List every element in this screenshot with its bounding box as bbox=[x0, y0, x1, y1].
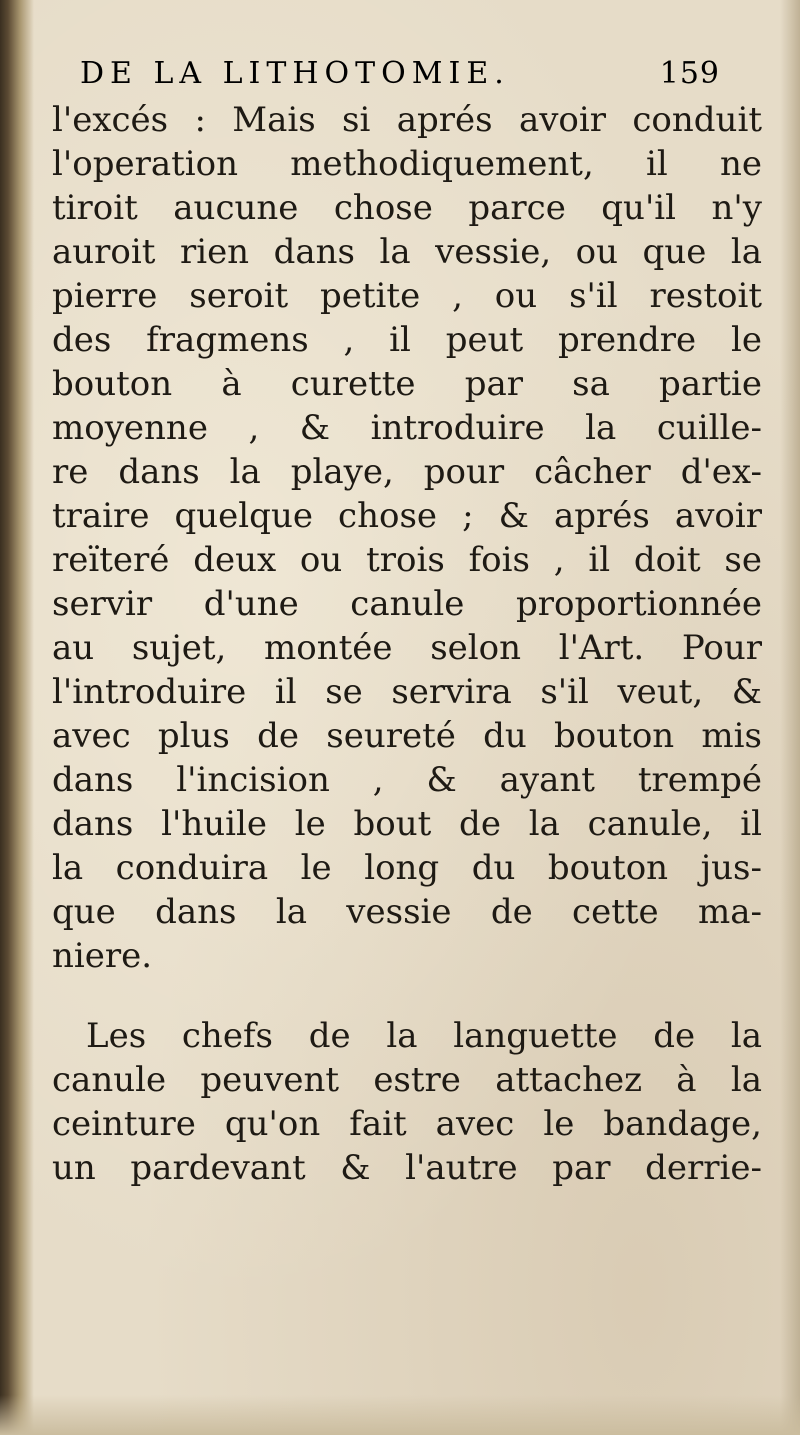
text-line: pierre seroit petite , ou s'il restoit bbox=[52, 276, 762, 316]
text-line: niere. bbox=[52, 936, 153, 976]
text-line: la conduira le long du bouton jus- bbox=[52, 848, 762, 888]
page-number: 159 bbox=[659, 56, 720, 91]
text-line: re dans la playe, pour câcher d'ex- bbox=[52, 452, 762, 492]
running-header bbox=[80, 56, 720, 100]
text-line: au sujet, montée selon l'Art. Pour bbox=[52, 628, 762, 668]
text-line: auroit rien dans la vessie, ou que la bbox=[52, 232, 762, 272]
text-line: dans l'huile le bout de la canule, il bbox=[52, 804, 762, 844]
text-line: traire quelque chose ; & aprés avoir bbox=[52, 496, 762, 536]
text-line: avec plus de seureté du bouton mis bbox=[52, 716, 762, 756]
text-line: l'introduire il se servira s'il veut, & bbox=[52, 672, 762, 712]
text-line: Les chefs de la languette de la bbox=[86, 1016, 762, 1056]
text-line: servir d'une canule proportionnée bbox=[52, 584, 762, 624]
text-line: ceinture qu'on fait avec le bandage, bbox=[52, 1104, 762, 1144]
text-line: tiroit aucune chose parce qu'il n'y bbox=[52, 188, 762, 228]
text-line: un pardevant & l'autre par derrie- bbox=[52, 1148, 762, 1188]
running-title: DE LA LITHOTOMIE. bbox=[80, 56, 510, 91]
page-bottom-edge bbox=[0, 1395, 800, 1435]
text-line: l'excés : Mais si aprés avoir conduit bbox=[52, 100, 762, 140]
text-line: moyenne , & introduire la cuille- bbox=[52, 408, 762, 448]
page-edge bbox=[780, 0, 800, 1435]
text-line: bouton à curette par sa partie bbox=[52, 364, 762, 404]
text-line: que dans la vessie de cette ma- bbox=[52, 892, 762, 932]
text-line: reïteré deux ou trois fois , il doit se bbox=[52, 540, 762, 580]
text-line: dans l'incision , & ayant trempé bbox=[52, 760, 762, 800]
text-line: canule peuvent estre attachez à la bbox=[52, 1060, 762, 1100]
binding-gutter bbox=[0, 0, 34, 1435]
text-line: des fragmens , il peut prendre le bbox=[52, 320, 762, 360]
text-line: l'operation methodiquement, il ne bbox=[52, 144, 762, 184]
